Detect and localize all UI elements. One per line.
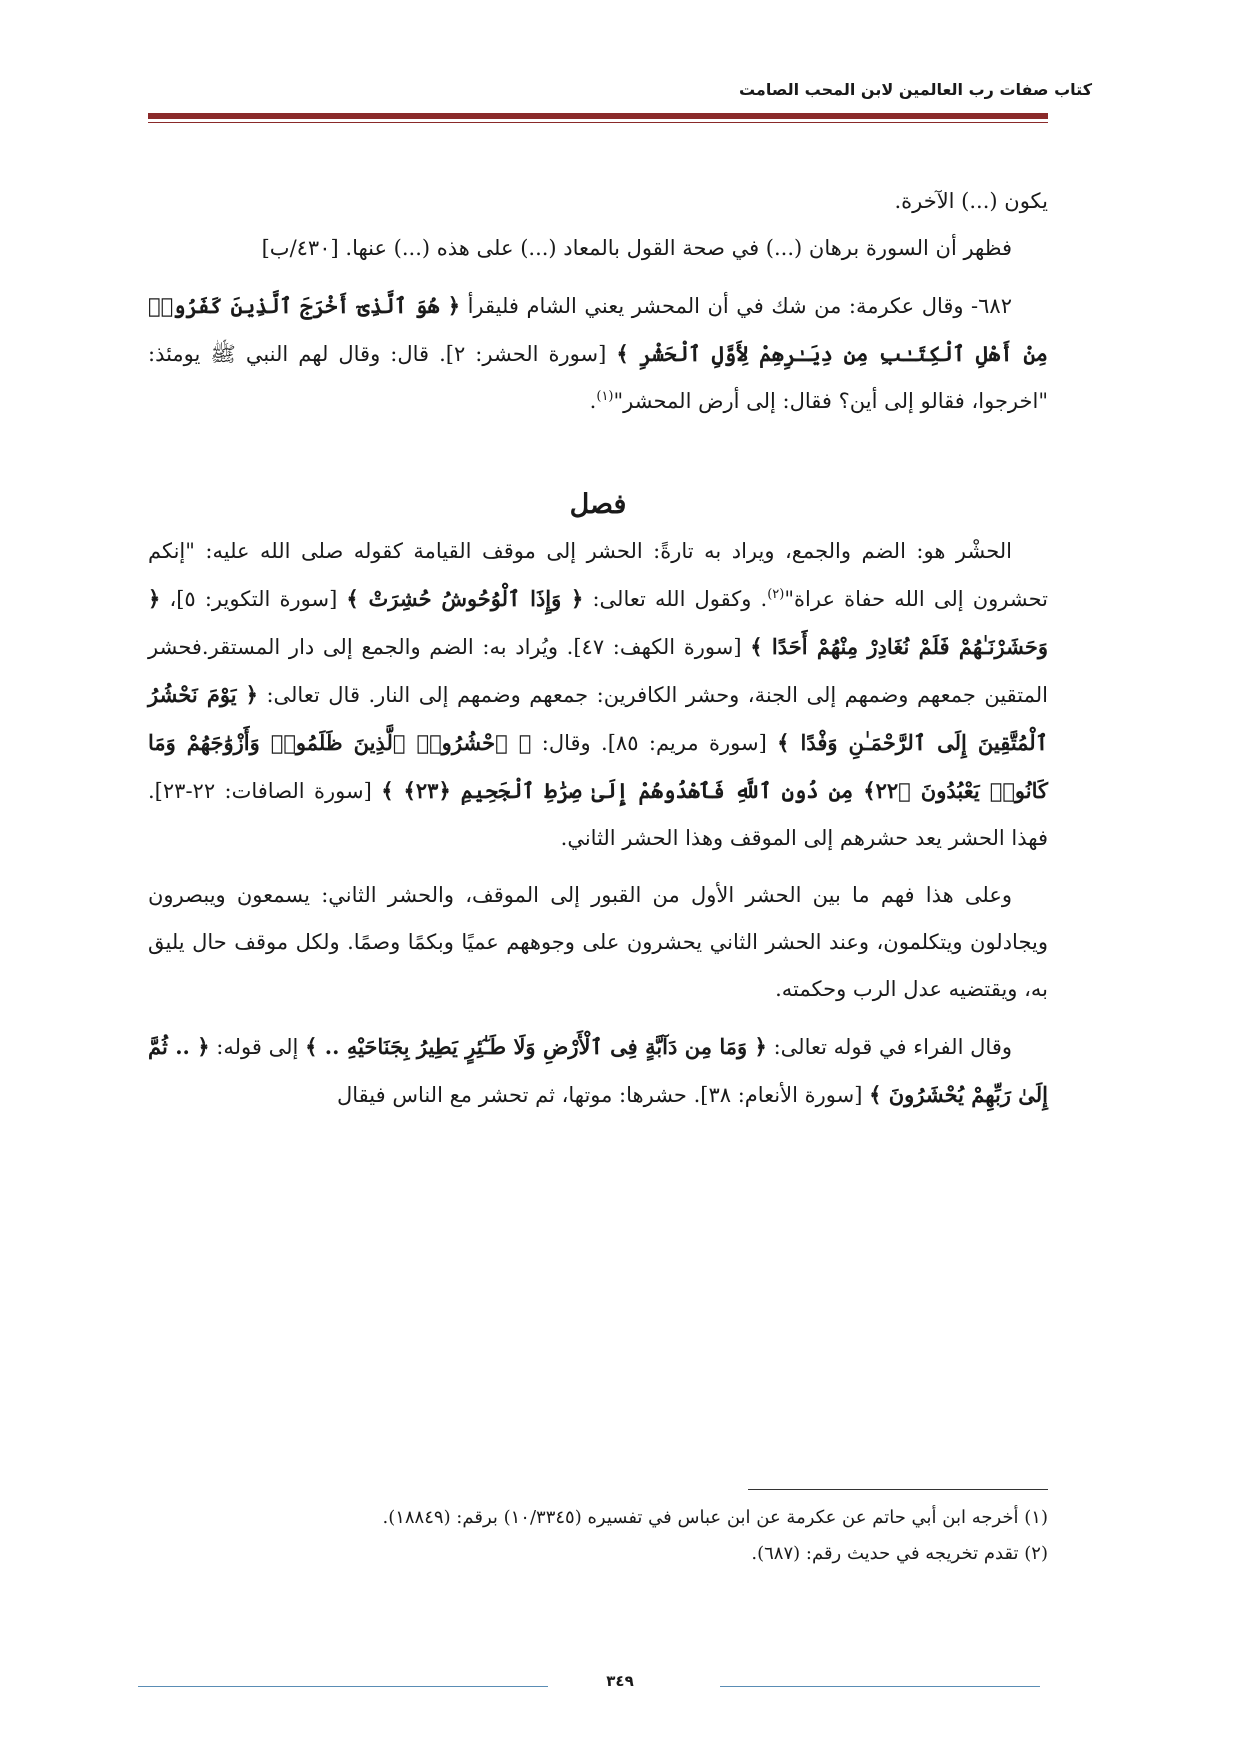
paragraph-hashr-definition bbox=[148, 528, 1048, 862]
quran-verse-kahf: ﴿ وَحَشَرْنَـٰهُمْ فَلَمْ نُغَادِرْ مِنْهُمْ أَحَدًا ﴾ bbox=[148, 586, 1048, 659]
p6-text-c: [سورة الأنعام: ٣٨]. حشرها: موتها، ثم تحشر مع الناس فيقال bbox=[336, 1083, 870, 1107]
quran-verse-takwir: ﴿ وَإِذَا ٱلْوُحُوشُ حُشِرَتْ ﴾ bbox=[346, 586, 584, 611]
p4-text-a: الحشْر هو: الضم والجمع، ويراد به تارةً: الحشر إلى موقف القيامة كقوله صلى الله عليه: "إنكم تحشرون إلى الله حفاة عراة" bbox=[148, 539, 1048, 611]
section-heading: فصل bbox=[569, 489, 627, 520]
main-text bbox=[148, 178, 1048, 1119]
quran-verse-hashr: ﴿ هُوَ ٱلَّذِىٓ أَخْرَجَ ٱلَّذِينَ كَفَرُوا۟ مِنْ أَهْلِ ٱلْكِتَـٰبِ مِن دِيَـٰرِهِمْ لِأَوَّلِ ٱلْحَشْرِ ﴾ bbox=[148, 293, 1048, 366]
p4-text-e: [سورة مريم: ٨٥]. وقال: bbox=[531, 731, 778, 755]
running-header-title: كتاب صفات رب العالمين لابن المحب الصامت bbox=[738, 80, 1092, 99]
footnote-separator bbox=[748, 1489, 1048, 1490]
footnote-1: (١) أخرجه ابن أبي حاتم عن عكرمة عن ابن عباس في تفسيره (١٠/٣٣٤٥) برقم: (١٨٨٤٩). bbox=[382, 1507, 1048, 1528]
paragraph-two-gatherings: وعلى هذا فهم ما بين الحشر الأول من القبور إلى الموقف، والحشر الثاني: يسمعون ويبصرون ويجادلون ويتكلمون، وعند الحشر الثاني يحشرون على وجوههم عميًا وبكمًا وصمًا. ولكل موقف حال يليق به، ويقتضيه عدل الرب وحكمته. bbox=[148, 883, 1048, 1001]
footnote-ref-1: (١) bbox=[596, 389, 614, 404]
paragraph-2 bbox=[148, 225, 1048, 272]
paragraph-farra bbox=[148, 1023, 1048, 1119]
quran-verse-anam-2: ﴿ .. ثُمَّ إِلَىٰ رَبِّهِمْ يُحْشَرُونَ ﴾ bbox=[148, 1034, 1048, 1107]
p4-text-b: . وكقول الله تعالى: bbox=[583, 587, 768, 611]
quran-verse-maryam: ﴿ يَوْمَ نَحْشُرُ ٱلْمُتَّقِينَ إِلَى ٱلرَّحْمَـٰنِ وَفْدًا ﴾ bbox=[148, 682, 1048, 755]
quran-verse-saffat: ﴿ ٱحْشُرُوا۟ ٱلَّذِينَ ظَلَمُوا۟ وَأَزْوَٰجَهُمْ وَمَا كَانُوا۟ يَعْبُدُونَ ﴿٢٢﴾ مِن دُونِ ٱللَّهِ فَٱهْدُوهُمْ إِلَىٰ صِرَٰطِ ٱلْجَحِيمِ ﴿٢٣﴾ ﴾ bbox=[148, 730, 1049, 803]
footnote-ref-2: (٢) bbox=[767, 587, 785, 602]
footer-rule-right bbox=[720, 1686, 1040, 1687]
footnotes bbox=[148, 1500, 1048, 1572]
footnote-2: (٢) تقدم تخريجه في حديث رقم: (٦٨٧). bbox=[751, 1543, 1048, 1564]
p3-text-end: . bbox=[589, 389, 597, 413]
paragraph-2-text: فظهر أن السورة برهان (...) في صحة القول بالمعاد (...) على هذه (...) عنها. bbox=[345, 236, 1012, 260]
paragraph-hadith-682 bbox=[148, 282, 1048, 425]
quran-verse-anam-1: ﴿ وَمَا مِن دَآبَّةٍ فِى ٱلْأَرْضِ وَلَا طَـٰٓئِرٍ يَطِيرُ بِجَنَاحَيْهِ .. ﴾ bbox=[305, 1034, 767, 1059]
manuscript-folio-ref: [٤٣٠/ب] bbox=[261, 236, 339, 260]
p6-text-a: وقال الفراء في قوله تعالى: bbox=[766, 1035, 1012, 1059]
p4-text-d: [سورة الكهف: ٤٧]. ويُراد به: الضم والجمع إلى دار المستقر.فحشر المتقين جمعهم وضمهم إلى الجنة، وحشر الكافرين: جمعهم وضمهم إلى النار. قال تعالى: bbox=[148, 635, 1048, 707]
header-rule-thin bbox=[148, 122, 1048, 123]
p3-text-b: [سورة الحشر: ٢]. قال: وقال لهم النبي ﷺ يومئذ: "اخرجوا، فقالو إلى أين؟ فقال: إلى أرض المحشر" bbox=[148, 342, 1048, 413]
header-rule-thick bbox=[148, 113, 1048, 119]
paragraph-1: يكون (...) الآخرة. bbox=[894, 189, 1048, 213]
p4-text-f: [سورة الصافات: ٢٢-٢٣]. فهذا الحشر يعد حشرهم إلى الموقف وهذا الحشر الثاني. bbox=[148, 779, 1048, 850]
page-number: ٣٤٩ bbox=[606, 1672, 634, 1690]
p4-text-c: [سورة التكوير: ٥]، bbox=[160, 587, 347, 611]
p6-text-b: إلى قوله: bbox=[209, 1035, 306, 1059]
p3-text-a: ٦٨٢- وقال عكرمة: من شك في أن المحشر يعني الشام فليقرأ bbox=[460, 294, 1012, 318]
footer-rule-left bbox=[138, 1686, 548, 1687]
